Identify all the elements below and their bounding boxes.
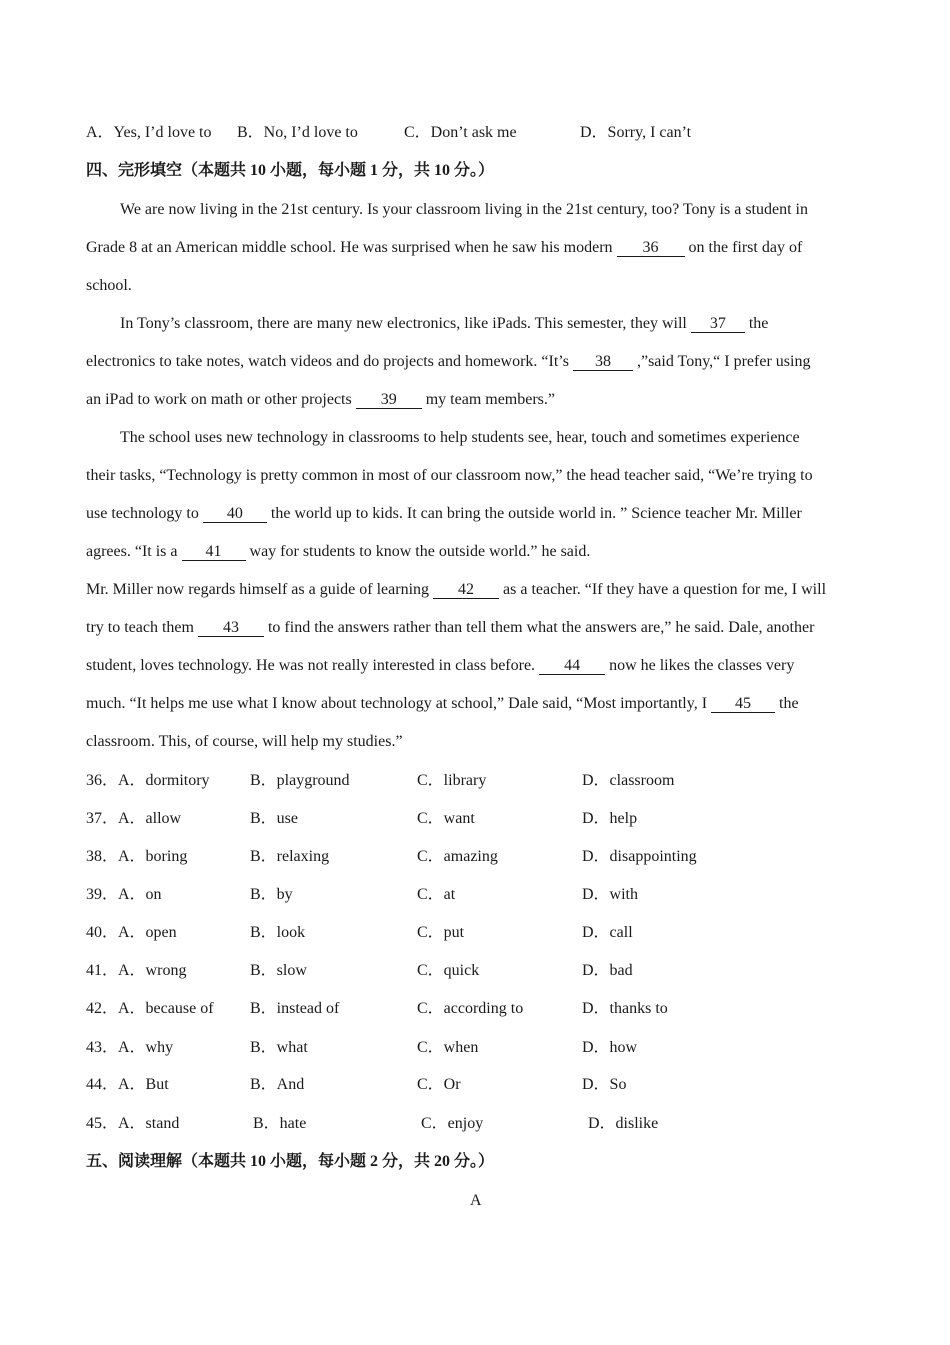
question-37-option-d: D．help xyxy=(582,810,638,827)
passage-line xyxy=(86,504,802,524)
question-44-option-c: C．Or xyxy=(417,1076,461,1093)
blank-43: 43 xyxy=(198,619,264,637)
passage-text: ,”said Tony,“ I prefer using xyxy=(636,353,811,370)
passage-line: school. xyxy=(86,277,132,294)
passage-line: We are now living in the 21st century. Is your classroom living in the 21st century, too? Tony is a student in xyxy=(120,201,808,218)
question-39-option-b: B．by xyxy=(250,886,293,903)
question-41-option-b: B．slow xyxy=(250,962,307,979)
blank-44: 44 xyxy=(539,657,605,675)
question-44-option-a: 44．A．But xyxy=(86,1076,169,1093)
passage-line xyxy=(86,390,555,410)
question-41-option-c: C．quick xyxy=(417,962,480,979)
passage-text: In Tony’s classroom, there are many new electronics, like iPads. This semester, they will xyxy=(120,315,687,332)
blank-39: 39 xyxy=(356,391,422,409)
question-45-option-d: D．dislike xyxy=(588,1115,659,1132)
question-41-option-a: 41．A．wrong xyxy=(86,962,187,979)
question-41-option-d: D．bad xyxy=(582,962,633,979)
prev-option-a: A．Yes, I’d love to xyxy=(86,124,212,141)
blank-45: 45 xyxy=(711,695,775,713)
question-37-option-c: C．want xyxy=(417,810,475,827)
passage-text: to find the answers rather than tell them what the answers are,” he said. Dale, another xyxy=(267,619,815,636)
passage-line xyxy=(86,694,799,714)
section-heading-cloze: 四、完形填空（本题共 10 小题，每小题 1 分，共 10 分。） xyxy=(86,162,495,179)
passage-text: use technology to xyxy=(86,505,199,522)
passage-text: Mr. Miller now regards himself as a guide of learning xyxy=(86,581,430,598)
passage-line: The school uses new technology in classrooms to help students see, hear, touch and sometimes experience xyxy=(120,429,800,446)
question-43-option-b: B．what xyxy=(250,1039,308,1056)
question-38-option-d: D．disappointing xyxy=(582,848,697,865)
blank-41: 41 xyxy=(182,543,246,561)
question-39-option-c: C．at xyxy=(417,886,456,903)
question-40-option-c: C．put xyxy=(417,924,465,941)
passage-text: student, loves technology. He was not really interested in class before. xyxy=(86,657,536,674)
blank-36: 36 xyxy=(617,239,685,257)
question-44-option-b: B．And xyxy=(250,1076,305,1093)
blank-38: 38 xyxy=(573,353,633,371)
passage-text: try to teach them xyxy=(86,619,194,636)
question-45-option-a: 45．A．stand xyxy=(86,1115,180,1132)
question-38-option-b: B．relaxing xyxy=(250,848,330,865)
blank-40: 40 xyxy=(203,505,267,523)
question-45-option-c: C．enjoy xyxy=(421,1115,484,1132)
passage-line xyxy=(86,580,826,600)
passage-line xyxy=(86,656,794,676)
prev-option-b: B．No, I’d love to xyxy=(237,124,358,141)
question-39-option-d: D．with xyxy=(582,886,639,903)
prev-option-c: C．Don’t ask me xyxy=(404,124,517,141)
question-42-option-b: B．instead of xyxy=(250,1000,340,1017)
question-36-option-d: D．classroom xyxy=(582,772,675,789)
question-43-option-c: C．when xyxy=(417,1039,479,1056)
question-37-option-b: B．use xyxy=(250,810,299,827)
passage-line: their tasks, “Technology is pretty common in most of our classroom now,” the head teacher said, “We’re trying to xyxy=(86,467,813,484)
question-42-option-c: C．according to xyxy=(417,1000,524,1017)
passage-text: on the first day of xyxy=(688,239,803,256)
passage-text: as a teacher. “If they have a question for me, I will xyxy=(503,581,827,598)
reading-part-label: A xyxy=(470,1192,482,1209)
passage-text: way for students to know the outside world.” he said. xyxy=(249,543,591,560)
passage-text: agrees. “It is a xyxy=(86,543,178,560)
question-42-option-a: 42．A．because of xyxy=(86,1000,214,1017)
question-38-option-c: C．amazing xyxy=(417,848,498,865)
question-45-option-b: B．hate xyxy=(253,1115,307,1132)
passage-line xyxy=(120,314,768,334)
passage-text: the xyxy=(748,315,769,332)
blank-37: 37 xyxy=(691,315,745,333)
passage-text: now he likes the classes very xyxy=(609,657,795,674)
question-40-option-d: D．call xyxy=(582,924,633,941)
question-38-option-a: 38．A．boring xyxy=(86,848,188,865)
question-36-option-c: C．library xyxy=(417,772,487,789)
passage-line: classroom. This, of course, will help my studies.” xyxy=(86,733,403,750)
passage-text: my team members.” xyxy=(425,391,556,408)
question-36-option-b: B．playground xyxy=(250,772,350,789)
question-43-option-a: 43．A．why xyxy=(86,1039,174,1056)
question-40-option-b: B．look xyxy=(250,924,306,941)
question-36-option-a: 36．A．dormitory xyxy=(86,772,210,789)
passage-line xyxy=(86,618,814,638)
question-42-option-d: D．thanks to xyxy=(582,1000,668,1017)
blank-42: 42 xyxy=(433,581,499,599)
passage-text: much. “It helps me use what I know about technology at school,” Dale said, “Most importantly, I xyxy=(86,695,708,712)
passage-text: an iPad to work on math or other projects xyxy=(86,391,352,408)
question-43-option-d: D．how xyxy=(582,1039,638,1056)
passage-text: the xyxy=(779,695,799,712)
question-44-option-d: D．So xyxy=(582,1076,627,1093)
section-heading-reading: 五、阅读理解（本题共 10 小题，每小题 2 分，共 20 分。） xyxy=(86,1153,495,1170)
passage-line xyxy=(86,542,590,562)
passage-text: the world up to kids. It can bring the outside world in. ” Science teacher Mr. Miller xyxy=(270,505,802,522)
question-39-option-a: 39．A．on xyxy=(86,886,162,903)
passage-line xyxy=(86,352,810,372)
passage-text: electronics to take notes, watch videos and do projects and homework. “It’s xyxy=(86,353,569,370)
passage-text: Grade 8 at an American middle school. He was surprised when he saw his modern xyxy=(86,239,613,256)
question-37-option-a: 37．A．allow xyxy=(86,810,182,827)
prev-option-d: D．Sorry, I can’t xyxy=(580,124,692,141)
passage-line xyxy=(86,238,802,258)
question-40-option-a: 40．A．open xyxy=(86,924,177,941)
